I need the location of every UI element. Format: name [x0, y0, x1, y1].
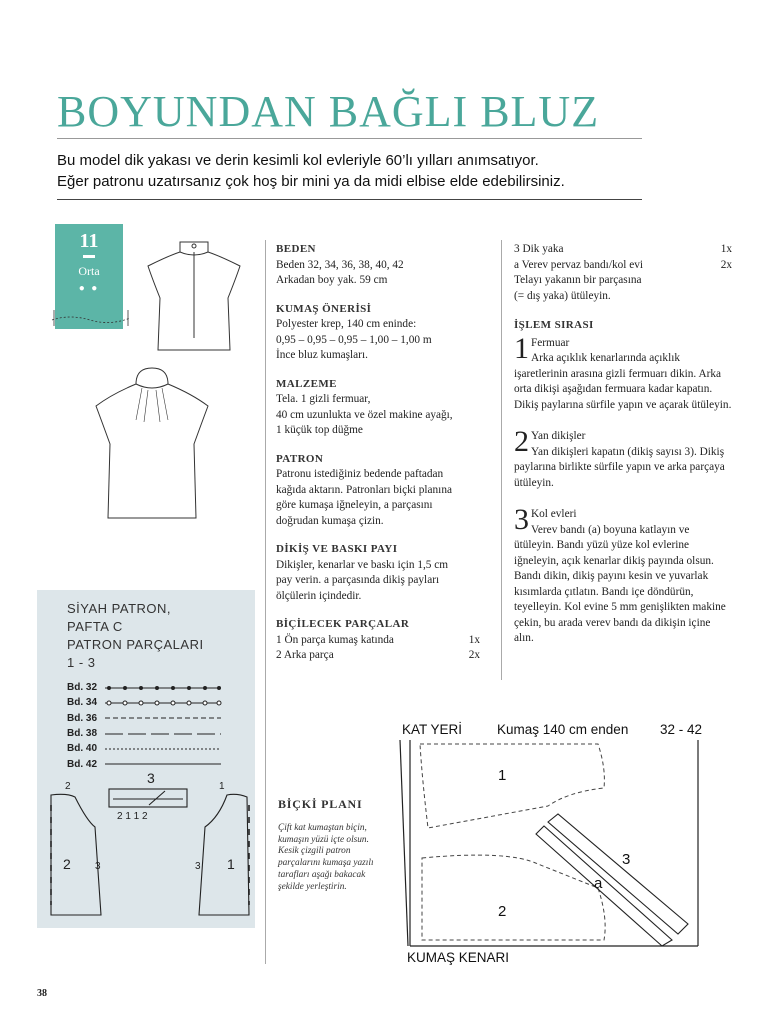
- cut-piece-label: a Verev pervaz bandı/kol evi: [514, 258, 644, 271]
- legend-row: [67, 741, 223, 756]
- supplies-line: Tela. 1 gizli fermuar,: [276, 393, 371, 405]
- pattern-line: kağıda aktarın. Patronları biçki planına: [276, 483, 452, 496]
- legend-line-sample: [105, 700, 223, 706]
- intro-text: [57, 150, 647, 192]
- size-line: Arkadan boy yak. 59 cm: [276, 274, 388, 286]
- cut-piece-label: 2 Arka parça: [276, 649, 334, 661]
- difficulty-dots: ● ●: [78, 283, 100, 294]
- step-name: Fermuar: [531, 336, 570, 349]
- supplies-line: 1 küçük top düğme: [276, 424, 363, 436]
- supplies-section: [276, 377, 480, 439]
- page-number: 38: [37, 988, 47, 999]
- step-text: Arka açıklık kenarlarında açıklık işaretlerinin arasına gizli fermuarı dikin. Arka orta dikişi aşağıdan fermuara kadar kapatın. Dikiş paylarına sürfile yapın ve açarak ütüleyin.: [514, 352, 732, 411]
- legend-line-sample: [105, 746, 223, 752]
- pattern-line: doğrudan kumaşa çizin.: [276, 514, 384, 527]
- pattern-piece-2-notch: 3: [95, 861, 101, 872]
- legend-row: [67, 726, 223, 741]
- intro-line: Bu model dik yakası ve derin kesimli kol evleriyle 60’lı yılları anımsatıyor.: [57, 152, 539, 169]
- fabric-width-label: Kumaş 140 cm enden: [497, 722, 629, 737]
- cut-piece-qty: 2x: [720, 258, 732, 271]
- step-name: Yan dikişler: [531, 430, 586, 442]
- pattern-sheet-title-line: PAFTA C: [67, 619, 123, 634]
- pattern-section: [276, 452, 480, 530]
- difficulty-level: Orta: [78, 264, 100, 278]
- pattern-line: göre kumaşa iğneleyin, a parçasını: [276, 499, 433, 511]
- interfacing-line: (= dış yaka) ütüleyin.: [514, 289, 611, 302]
- legend-label: Bd. 36: [67, 712, 98, 724]
- fabric-line: Polyester krep, 140 cm eninde:: [276, 318, 417, 330]
- legend-row: [67, 695, 223, 710]
- step-number: 2: [514, 425, 529, 458]
- plan-sizes-label: 32 - 42: [660, 722, 703, 737]
- legend-line-sample: [105, 731, 223, 737]
- badge-tape-icon: [50, 308, 132, 328]
- pattern-sheet-title-line: 1 - 3: [67, 655, 96, 670]
- interfacing-line: Telayı yakanın bir parçasına: [514, 274, 642, 286]
- cutting-plan-note: Çift kat kumaştan biçin, kumaşın yüzü içte olsun. Kesik çizgili patron parçalarını kumaşa yazılı tarafları aşağı bakacak şekilde yerleştirin.: [278, 823, 374, 892]
- pattern-sheet-title-line: PATRON PARÇALARI: [67, 637, 204, 652]
- legend-label: Bd. 32: [67, 682, 98, 694]
- pattern-sheet-panel: [37, 590, 255, 928]
- seam-line: Dikişler, kenarlar ve baskı için 1,5 cm: [276, 558, 449, 571]
- step-number: 1: [514, 331, 529, 365]
- plan-piece-a-label: a: [594, 875, 603, 892]
- plan-piece-3-label: 3: [622, 851, 631, 868]
- step-text: Verev bandı (a) boyuna katlayın ve ütüleyin. Bandı yüzü yüze kol evlerine iğneleyin, açık kenarlar dikiş payında olsun. Bandı dikin, dikiş payını kesin ve yuvarlak kısımlarda çıtlatın. Bandı içe döndürün, teyelleyin. Kol evine 5 mm genişlikten makine çekin, bu arada verev bandı da dikişin içine alın.: [514, 523, 726, 644]
- plan-piece-1-label: 1: [498, 767, 507, 784]
- pattern-sheet-title: [67, 600, 204, 672]
- plan-piece-2-label: 2: [498, 903, 507, 920]
- legend-label: Bd. 34: [67, 697, 98, 709]
- step-number: 3: [514, 503, 529, 536]
- fabric-line: İnce bluz kumaşları.: [276, 349, 368, 361]
- blouse-back-sketch: [140, 238, 248, 354]
- page-title: BOYUNDAN BAĞLI BLUZ: [57, 87, 600, 136]
- cut-piece-row: [276, 633, 480, 649]
- pattern-piece-1-label: 1: [227, 856, 235, 872]
- instructions-column: [514, 242, 732, 647]
- blouse-front-sketch: [92, 360, 212, 522]
- legend-label: Bd. 38: [67, 728, 98, 740]
- size-line: Beden 32, 34, 36, 38, 40, 42: [276, 258, 404, 271]
- steps-heading: İŞLEM SIRASI: [514, 319, 594, 331]
- step-name: Kol evleri: [531, 508, 577, 520]
- cut-pieces-heading: BİÇİLECEK PARÇALAR: [276, 618, 410, 630]
- intro-divider: [57, 199, 642, 200]
- cut-piece-label: 1 Ön parça kumaş katında: [276, 633, 394, 646]
- pattern-piece-3-label: 3: [147, 770, 155, 786]
- cut-piece-row: [514, 242, 732, 258]
- pattern-piece-2-corner: 2: [65, 781, 71, 792]
- step-item: [514, 331, 732, 414]
- seam-allowance-section: [276, 542, 480, 604]
- cutting-plan-heading: BİÇKİ PLANI: [278, 797, 363, 811]
- legend-line-sample: [105, 715, 223, 721]
- cut-piece-row: [514, 258, 732, 274]
- fabric-section: [276, 302, 480, 364]
- supplies-line: 40 cm uzunlukta ve özel makine ayağı,: [276, 408, 453, 421]
- column-divider: [265, 240, 266, 964]
- pattern-sheet-title-line: SİYAH PATRON,: [67, 601, 172, 616]
- legend-row: [67, 711, 223, 726]
- title-divider: [57, 138, 642, 139]
- legend-line-sample: [105, 685, 223, 691]
- legend-label: Bd. 42: [67, 758, 98, 770]
- cutting-layout-diagram: [398, 738, 708, 950]
- pattern-piece-3-marks: 2 1 1 2: [117, 811, 148, 822]
- cut-piece-row: [276, 648, 480, 664]
- pattern-piece-1-notch: 3: [195, 861, 201, 872]
- badge-dash: [83, 255, 95, 258]
- intro-line: Eğer patronu uzatırsanız çok hoş bir mini ya da midi elbise elde edebilirsiniz.: [57, 173, 565, 190]
- cut-piece-qty: 1x: [720, 243, 732, 255]
- materials-column: [276, 242, 480, 677]
- size-legend: [67, 680, 223, 772]
- cut-piece-label: 3 Dik yaka: [514, 243, 564, 255]
- pattern-heading: PATRON: [276, 452, 324, 465]
- legend-row: [67, 680, 223, 695]
- pattern-line: Patronu istediğiniz bedende paftadan: [276, 468, 444, 480]
- pattern-piece-2-label: 2: [63, 856, 71, 872]
- selvage-label: KUMAŞ KENARI: [407, 950, 510, 965]
- seam-heading: DİKİŞ VE BASKI PAYI: [276, 543, 398, 555]
- step-item: [514, 425, 732, 491]
- pattern-piece-1-corner: 1: [219, 781, 225, 792]
- fold-label: KAT YERİ: [402, 722, 463, 737]
- cut-piece-qty: 2x: [468, 649, 480, 661]
- column-divider: [501, 240, 502, 680]
- fabric-heading: KUMAŞ ÖNERİSİ: [276, 302, 372, 315]
- step-text: Yan dikişleri kapatın (dikiş sayısı 3). Dikiş paylarına birlikte sürfile yapın ve arka parçaya ütüleyin.: [514, 445, 725, 489]
- pattern-pieces-diagram: [37, 765, 255, 925]
- seam-line: ölçülerin içindedir.: [276, 589, 362, 602]
- cut-piece-qty: 1x: [468, 633, 480, 646]
- size-heading: BEDEN: [276, 243, 316, 255]
- supplies-heading: MALZEME: [276, 377, 337, 390]
- size-section: [276, 242, 480, 289]
- step-item: [514, 503, 732, 647]
- seam-line: pay verin. a parçasında dikiş payları: [276, 574, 440, 586]
- model-number: 11: [79, 230, 99, 252]
- legend-label: Bd. 40: [67, 743, 98, 755]
- fabric-line: 0,95 – 0,95 – 0,95 – 1,00 – 1,00 m: [276, 333, 432, 346]
- cut-pieces-section: [276, 617, 480, 664]
